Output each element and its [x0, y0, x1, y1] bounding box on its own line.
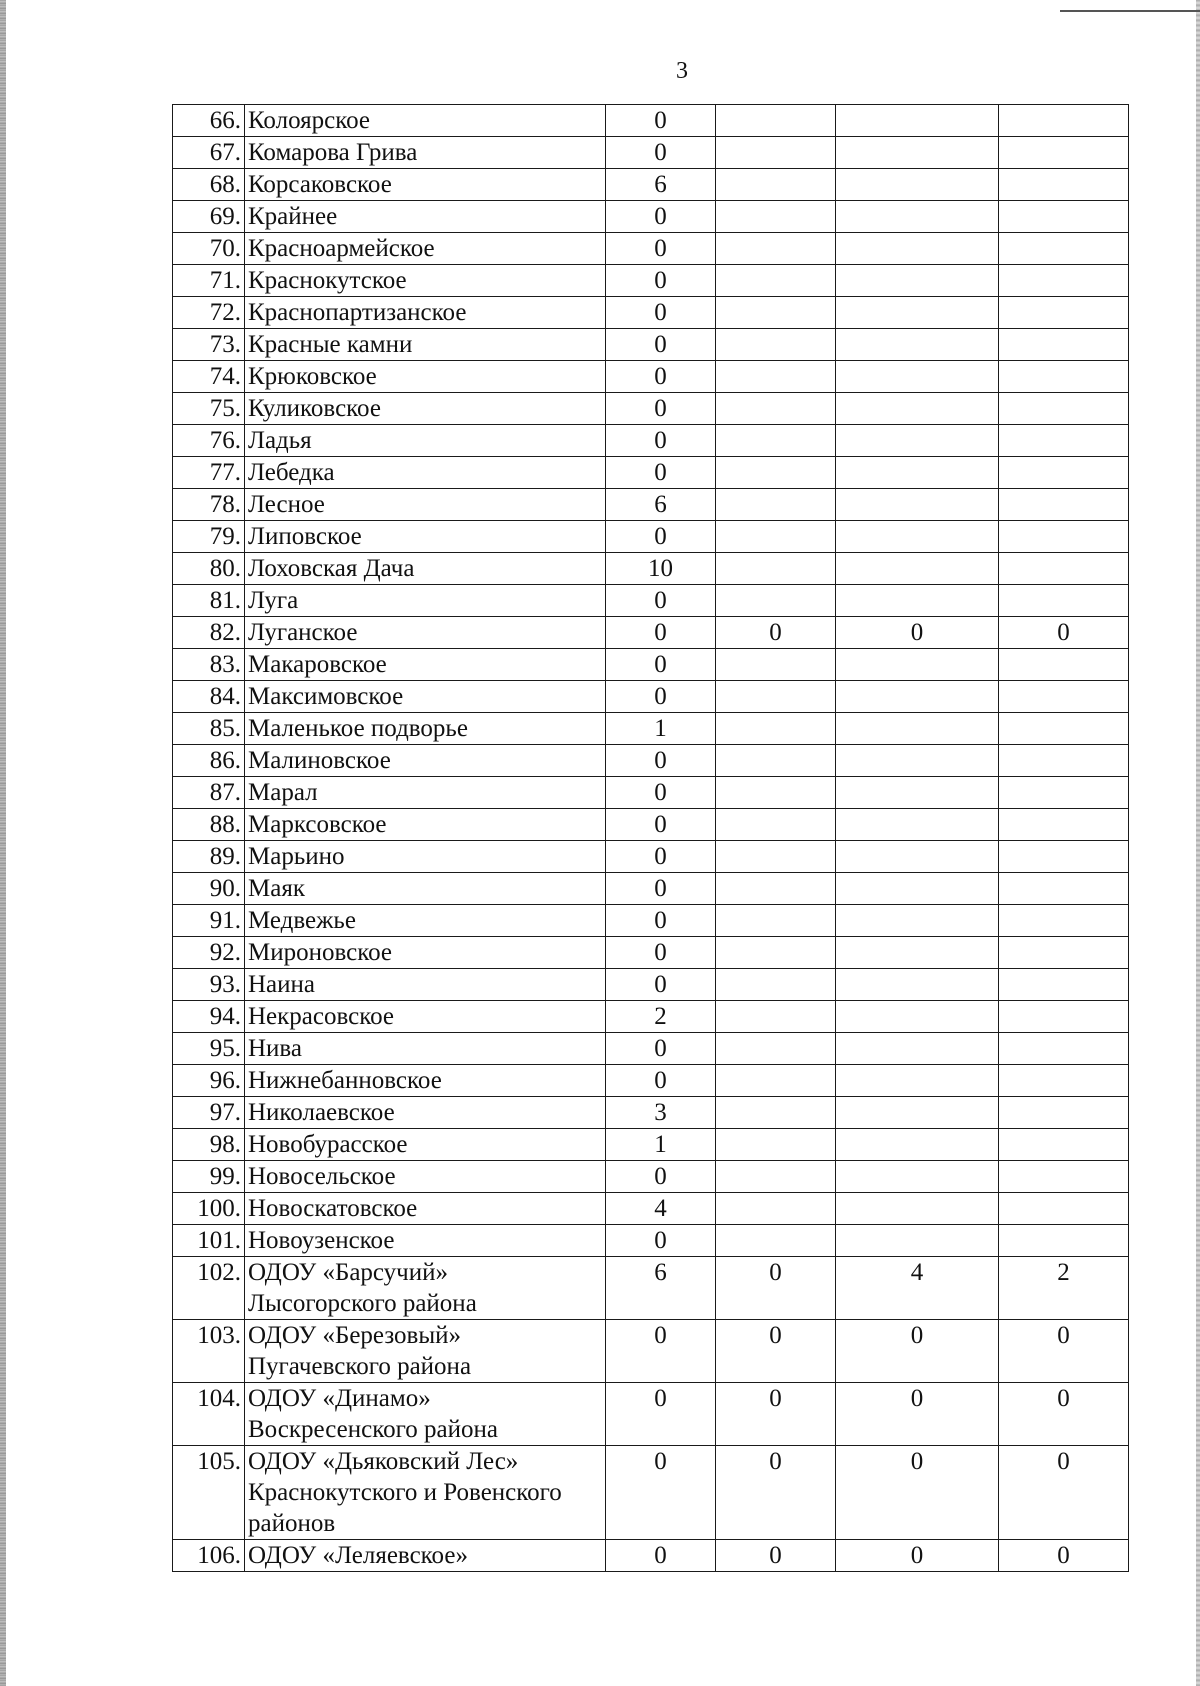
value-cell-4: [999, 841, 1129, 873]
row-number-cell: 84.: [173, 681, 245, 713]
row-number-cell: 76.: [173, 425, 245, 457]
value-cell-1: 0: [606, 809, 716, 841]
area-name-cell: ОДОУ «Березовый» Пугачевского района: [245, 1320, 606, 1383]
value-cell-4: [999, 745, 1129, 777]
row-number-cell: 101.: [173, 1225, 245, 1257]
value-cell-4: [999, 1225, 1129, 1257]
row-number-cell: 82.: [173, 617, 245, 649]
table-row: [173, 841, 1129, 873]
table-row: [173, 937, 1129, 969]
row-number-cell: 96.: [173, 1065, 245, 1097]
value-cell-4: [999, 105, 1129, 137]
table-row: [173, 1097, 1129, 1129]
row-number-cell: 83.: [173, 649, 245, 681]
value-cell-3: [836, 1033, 999, 1065]
table-row: [173, 617, 1129, 649]
value-cell-3: [836, 1193, 999, 1225]
value-cell-3: [836, 713, 999, 745]
value-cell-2: [716, 1001, 836, 1033]
table-row: [173, 905, 1129, 937]
value-cell-2: [716, 681, 836, 713]
row-number-cell: 66.: [173, 105, 245, 137]
row-number-cell: 70.: [173, 233, 245, 265]
value-cell-4: [999, 1129, 1129, 1161]
row-number-cell: 80.: [173, 553, 245, 585]
value-cell-4: [999, 137, 1129, 169]
value-cell-3: [836, 169, 999, 201]
area-name-cell: Липовское: [245, 521, 606, 553]
value-cell-2: [716, 937, 836, 969]
table-row: [173, 969, 1129, 1001]
value-cell-4: 0: [999, 617, 1129, 649]
area-name-cell: Краснопартизанское: [245, 297, 606, 329]
page-number: 3: [676, 58, 688, 84]
row-number-cell: 79.: [173, 521, 245, 553]
value-cell-2: [716, 425, 836, 457]
area-name-cell: Луганское: [245, 617, 606, 649]
value-cell-3: 4: [836, 1257, 999, 1320]
value-cell-4: [999, 361, 1129, 393]
value-cell-1: 0: [606, 393, 716, 425]
table-row: [173, 713, 1129, 745]
value-cell-2: [716, 361, 836, 393]
value-cell-1: 0: [606, 617, 716, 649]
value-cell-2: 0: [716, 1540, 836, 1572]
value-cell-3: [836, 393, 999, 425]
value-cell-1: 0: [606, 297, 716, 329]
row-number-cell: 106.: [173, 1540, 245, 1572]
row-number-cell: 75.: [173, 393, 245, 425]
area-name-cell: Ладья: [245, 425, 606, 457]
row-number-cell: 99.: [173, 1161, 245, 1193]
area-name-cell: Нижнебанновское: [245, 1065, 606, 1097]
value-cell-1: 0: [606, 745, 716, 777]
value-cell-1: 0: [606, 1383, 716, 1446]
area-name-cell: Красноармейское: [245, 233, 606, 265]
area-name-cell: Новоскатовское: [245, 1193, 606, 1225]
value-cell-3: [836, 1001, 999, 1033]
value-cell-4: [999, 329, 1129, 361]
row-number-cell: 87.: [173, 777, 245, 809]
area-name-cell: Новоузенское: [245, 1225, 606, 1257]
table-row: [173, 329, 1129, 361]
value-cell-3: [836, 521, 999, 553]
value-cell-1: 0: [606, 1446, 716, 1540]
value-cell-1: 0: [606, 233, 716, 265]
value-cell-2: 0: [716, 617, 836, 649]
table-row: [173, 105, 1129, 137]
value-cell-2: [716, 1161, 836, 1193]
table-row: [173, 457, 1129, 489]
row-number-cell: 68.: [173, 169, 245, 201]
value-cell-2: [716, 553, 836, 585]
value-cell-3: [836, 905, 999, 937]
value-cell-1: 0: [606, 969, 716, 1001]
value-cell-3: [836, 969, 999, 1001]
value-cell-2: [716, 969, 836, 1001]
area-name-cell: Комарова Грива: [245, 137, 606, 169]
value-cell-1: 0: [606, 265, 716, 297]
value-cell-2: [716, 1033, 836, 1065]
row-number-cell: 74.: [173, 361, 245, 393]
value-cell-2: 0: [716, 1446, 836, 1540]
value-cell-4: [999, 1097, 1129, 1129]
value-cell-2: [716, 329, 836, 361]
value-cell-4: [999, 201, 1129, 233]
value-cell-4: [999, 681, 1129, 713]
row-number-cell: 69.: [173, 201, 245, 233]
table-row: [173, 1001, 1129, 1033]
row-number-cell: 73.: [173, 329, 245, 361]
value-cell-1: 1: [606, 1129, 716, 1161]
value-cell-1: 0: [606, 841, 716, 873]
value-cell-1: 0: [606, 1540, 716, 1572]
table-row: [173, 265, 1129, 297]
area-name-cell: Нива: [245, 1033, 606, 1065]
table-row: [173, 137, 1129, 169]
value-cell-4: [999, 905, 1129, 937]
value-cell-1: 0: [606, 105, 716, 137]
value-cell-1: 0: [606, 457, 716, 489]
hunting-grounds-table: [172, 104, 1129, 1572]
table-row: [173, 1225, 1129, 1257]
value-cell-3: [836, 937, 999, 969]
value-cell-4: 0: [999, 1446, 1129, 1540]
table-row: [173, 1540, 1129, 1572]
area-name-cell: Краснокутское: [245, 265, 606, 297]
value-cell-3: 0: [836, 1446, 999, 1540]
value-cell-3: [836, 873, 999, 905]
value-cell-4: [999, 1033, 1129, 1065]
table-row: [173, 361, 1129, 393]
table-row: [173, 1129, 1129, 1161]
table-row: [173, 1257, 1129, 1320]
row-number-cell: 92.: [173, 937, 245, 969]
area-name-cell: ОДОУ «Динамо» Воскресенского района: [245, 1383, 606, 1446]
value-cell-2: [716, 713, 836, 745]
value-cell-2: [716, 841, 836, 873]
value-cell-3: [836, 649, 999, 681]
table-row: [173, 1161, 1129, 1193]
value-cell-3: 0: [836, 1320, 999, 1383]
value-cell-3: [836, 1161, 999, 1193]
table-row: [173, 745, 1129, 777]
table-row: [173, 777, 1129, 809]
value-cell-2: [716, 201, 836, 233]
area-name-cell: Медвежье: [245, 905, 606, 937]
value-cell-3: [836, 233, 999, 265]
value-cell-2: [716, 105, 836, 137]
value-cell-1: 0: [606, 425, 716, 457]
area-name-cell: Мироновское: [245, 937, 606, 969]
value-cell-4: [999, 1161, 1129, 1193]
row-number-cell: 95.: [173, 1033, 245, 1065]
value-cell-3: [836, 777, 999, 809]
value-cell-3: [836, 329, 999, 361]
row-number-cell: 100.: [173, 1193, 245, 1225]
value-cell-3: [836, 201, 999, 233]
value-cell-3: [836, 361, 999, 393]
value-cell-1: 0: [606, 329, 716, 361]
row-number-cell: 93.: [173, 969, 245, 1001]
value-cell-4: 2: [999, 1257, 1129, 1320]
value-cell-1: 10: [606, 553, 716, 585]
table-row: [173, 553, 1129, 585]
value-cell-1: 0: [606, 201, 716, 233]
value-cell-3: [836, 105, 999, 137]
scan-edge-right: [1196, 0, 1200, 1686]
value-cell-1: 0: [606, 777, 716, 809]
value-cell-1: 0: [606, 1033, 716, 1065]
table-row: [173, 1383, 1129, 1446]
value-cell-3: [836, 489, 999, 521]
table-row: [173, 201, 1129, 233]
value-cell-4: [999, 585, 1129, 617]
value-cell-4: [999, 873, 1129, 905]
value-cell-1: 6: [606, 1257, 716, 1320]
table-row: [173, 1446, 1129, 1540]
value-cell-1: 6: [606, 489, 716, 521]
area-name-cell: Лебедка: [245, 457, 606, 489]
value-cell-4: [999, 969, 1129, 1001]
table-row: [173, 1033, 1129, 1065]
area-name-cell: Марал: [245, 777, 606, 809]
value-cell-2: [716, 905, 836, 937]
row-number-cell: 94.: [173, 1001, 245, 1033]
area-name-cell: Красные камни: [245, 329, 606, 361]
area-name-cell: Корсаковское: [245, 169, 606, 201]
table-row: [173, 1320, 1129, 1383]
row-number-cell: 105.: [173, 1446, 245, 1540]
value-cell-2: 0: [716, 1320, 836, 1383]
table-row: [173, 1193, 1129, 1225]
area-name-cell: ОДОУ «Дьяковский Лес» Краснокутского и Ровенского районов: [245, 1446, 606, 1540]
value-cell-3: [836, 553, 999, 585]
value-cell-2: [716, 457, 836, 489]
value-cell-4: [999, 1193, 1129, 1225]
value-cell-4: [999, 233, 1129, 265]
area-name-cell: Новобурасское: [245, 1129, 606, 1161]
value-cell-2: [716, 393, 836, 425]
row-number-cell: 71.: [173, 265, 245, 297]
value-cell-1: 3: [606, 1097, 716, 1129]
table-body: [173, 105, 1129, 1572]
value-cell-3: [836, 1097, 999, 1129]
row-number-cell: 103.: [173, 1320, 245, 1383]
area-name-cell: Лоховская Дача: [245, 553, 606, 585]
value-cell-4: [999, 713, 1129, 745]
area-name-cell: Лесное: [245, 489, 606, 521]
value-cell-2: [716, 297, 836, 329]
value-cell-3: [836, 745, 999, 777]
value-cell-3: [836, 137, 999, 169]
area-name-cell: Новосельское: [245, 1161, 606, 1193]
row-number-cell: 97.: [173, 1097, 245, 1129]
value-cell-1: 0: [606, 681, 716, 713]
table-row: [173, 169, 1129, 201]
table-row: [173, 681, 1129, 713]
row-number-cell: 89.: [173, 841, 245, 873]
row-number-cell: 78.: [173, 489, 245, 521]
area-name-cell: Марксовское: [245, 809, 606, 841]
area-name-cell: Крюковское: [245, 361, 606, 393]
row-number-cell: 88.: [173, 809, 245, 841]
value-cell-2: [716, 1129, 836, 1161]
value-cell-2: 0: [716, 1383, 836, 1446]
value-cell-4: 0: [999, 1383, 1129, 1446]
value-cell-4: [999, 937, 1129, 969]
area-name-cell: Маленькое подворье: [245, 713, 606, 745]
value-cell-4: [999, 521, 1129, 553]
value-cell-4: [999, 777, 1129, 809]
row-number-cell: 86.: [173, 745, 245, 777]
value-cell-3: [836, 809, 999, 841]
table-row: [173, 649, 1129, 681]
value-cell-1: 0: [606, 585, 716, 617]
value-cell-2: [716, 585, 836, 617]
area-name-cell: Некрасовское: [245, 1001, 606, 1033]
table-row: [173, 489, 1129, 521]
value-cell-2: 0: [716, 1257, 836, 1320]
area-name-cell: Куликовское: [245, 393, 606, 425]
value-cell-3: [836, 1129, 999, 1161]
value-cell-1: 2: [606, 1001, 716, 1033]
value-cell-2: [716, 137, 836, 169]
value-cell-2: [716, 265, 836, 297]
row-number-cell: 102.: [173, 1257, 245, 1320]
value-cell-3: 0: [836, 1383, 999, 1446]
row-number-cell: 91.: [173, 905, 245, 937]
value-cell-2: [716, 777, 836, 809]
value-cell-1: 0: [606, 937, 716, 969]
value-cell-1: 0: [606, 1161, 716, 1193]
value-cell-2: [716, 1225, 836, 1257]
table-row: [173, 521, 1129, 553]
table-row: [173, 809, 1129, 841]
value-cell-3: [836, 1225, 999, 1257]
scan-edge-left: [0, 0, 6, 1686]
value-cell-2: [716, 1097, 836, 1129]
value-cell-4: [999, 425, 1129, 457]
area-name-cell: ОДОУ «Леляевское»: [245, 1540, 606, 1572]
value-cell-1: 0: [606, 1065, 716, 1097]
table-row: [173, 393, 1129, 425]
value-cell-4: 0: [999, 1320, 1129, 1383]
value-cell-2: [716, 809, 836, 841]
value-cell-2: [716, 873, 836, 905]
value-cell-1: 0: [606, 1225, 716, 1257]
area-name-cell: Крайнее: [245, 201, 606, 233]
value-cell-3: 0: [836, 1540, 999, 1572]
table-row: [173, 585, 1129, 617]
area-name-cell: Луга: [245, 585, 606, 617]
value-cell-2: [716, 233, 836, 265]
value-cell-1: 6: [606, 169, 716, 201]
row-number-cell: 67.: [173, 137, 245, 169]
value-cell-2: [716, 745, 836, 777]
value-cell-1: 1: [606, 713, 716, 745]
value-cell-4: 0: [999, 1540, 1129, 1572]
value-cell-1: 0: [606, 1320, 716, 1383]
area-name-cell: Малиновское: [245, 745, 606, 777]
value-cell-4: [999, 297, 1129, 329]
value-cell-3: [836, 457, 999, 489]
value-cell-3: [836, 425, 999, 457]
value-cell-2: [716, 169, 836, 201]
area-name-cell: Марьино: [245, 841, 606, 873]
value-cell-2: [716, 521, 836, 553]
area-name-cell: Наина: [245, 969, 606, 1001]
value-cell-1: 0: [606, 905, 716, 937]
value-cell-1: 0: [606, 873, 716, 905]
value-cell-3: [836, 681, 999, 713]
value-cell-4: [999, 1065, 1129, 1097]
value-cell-4: [999, 393, 1129, 425]
row-number-cell: 98.: [173, 1129, 245, 1161]
value-cell-3: [836, 841, 999, 873]
row-number-cell: 85.: [173, 713, 245, 745]
row-number-cell: 90.: [173, 873, 245, 905]
table-row: [173, 425, 1129, 457]
value-cell-3: [836, 297, 999, 329]
area-name-cell: Колоярское: [245, 105, 606, 137]
scan-corner-mark: [1060, 10, 1200, 12]
area-name-cell: Макаровское: [245, 649, 606, 681]
table-row: [173, 233, 1129, 265]
table-row: [173, 1065, 1129, 1097]
value-cell-2: [716, 649, 836, 681]
row-number-cell: 104.: [173, 1383, 245, 1446]
value-cell-4: [999, 457, 1129, 489]
value-cell-4: [999, 553, 1129, 585]
row-number-cell: 77.: [173, 457, 245, 489]
area-name-cell: Маяк: [245, 873, 606, 905]
value-cell-3: [836, 265, 999, 297]
value-cell-3: [836, 1065, 999, 1097]
row-number-cell: 72.: [173, 297, 245, 329]
area-name-cell: Максимовское: [245, 681, 606, 713]
table-row: [173, 297, 1129, 329]
value-cell-4: [999, 649, 1129, 681]
value-cell-2: [716, 1193, 836, 1225]
value-cell-4: [999, 809, 1129, 841]
value-cell-1: 4: [606, 1193, 716, 1225]
value-cell-1: 0: [606, 361, 716, 393]
table-row: [173, 873, 1129, 905]
value-cell-1: 0: [606, 137, 716, 169]
area-name-cell: ОДОУ «Барсучий» Лысогорского района: [245, 1257, 606, 1320]
value-cell-3: [836, 585, 999, 617]
value-cell-2: [716, 1065, 836, 1097]
value-cell-3: 0: [836, 617, 999, 649]
area-name-cell: Николаевское: [245, 1097, 606, 1129]
value-cell-4: [999, 265, 1129, 297]
value-cell-4: [999, 1001, 1129, 1033]
value-cell-4: [999, 169, 1129, 201]
value-cell-4: [999, 489, 1129, 521]
value-cell-2: [716, 489, 836, 521]
row-number-cell: 81.: [173, 585, 245, 617]
value-cell-1: 0: [606, 649, 716, 681]
value-cell-1: 0: [606, 521, 716, 553]
